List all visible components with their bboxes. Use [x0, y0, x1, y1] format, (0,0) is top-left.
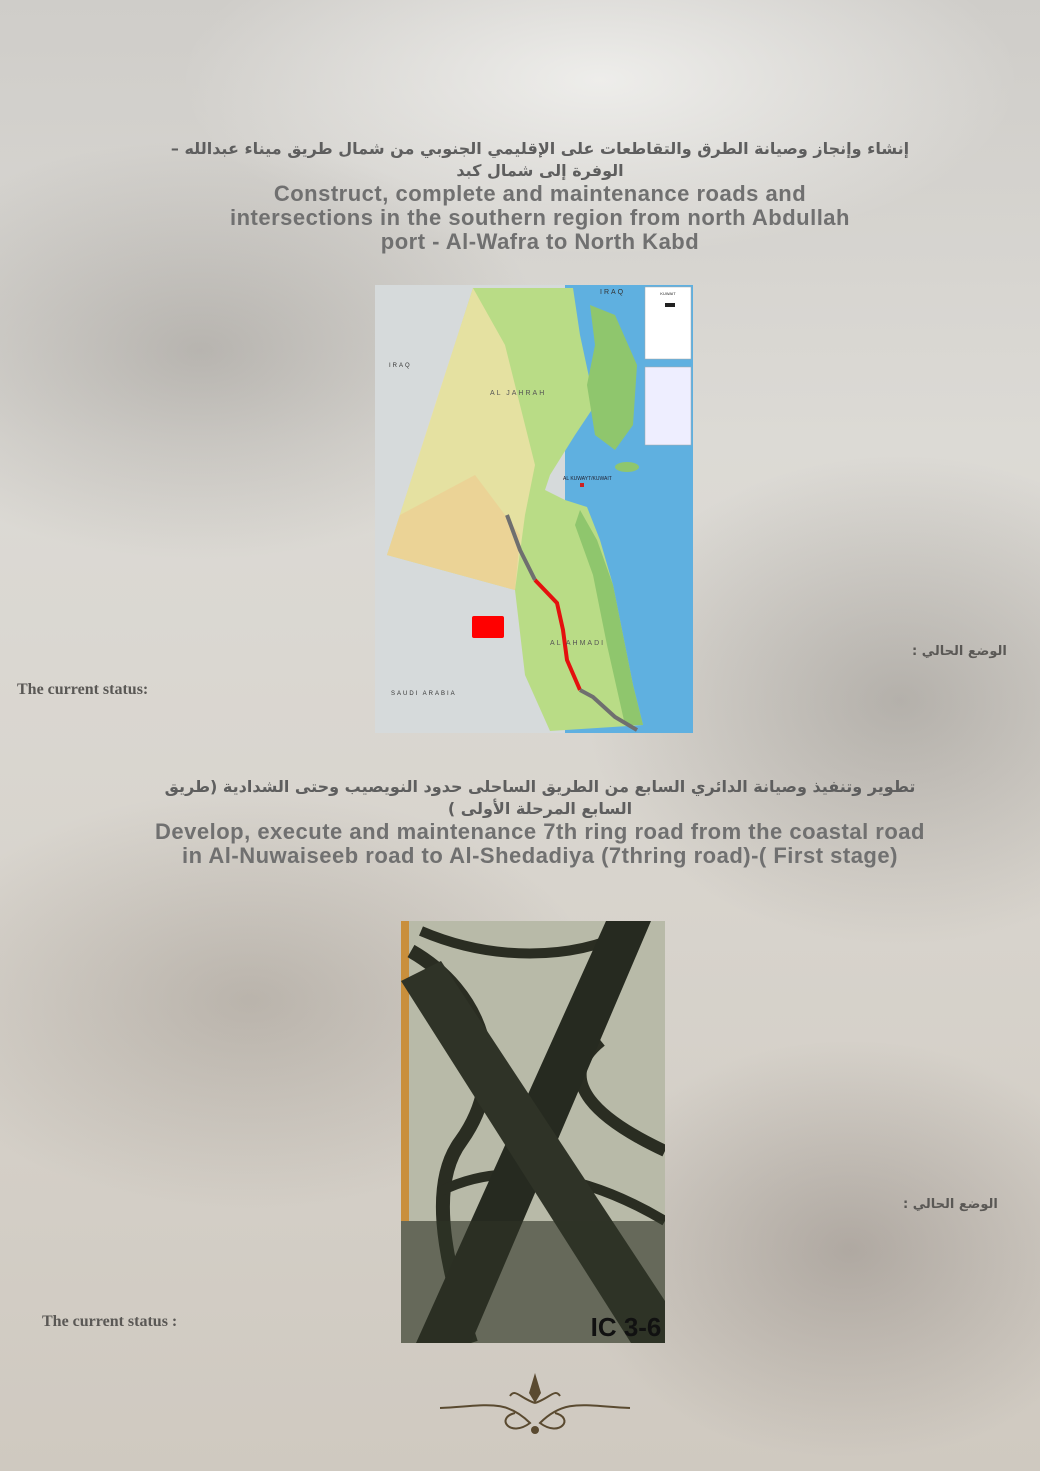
label-iraq-top: IRAQ: [600, 289, 626, 296]
failaka-island: [615, 462, 639, 472]
section1-title: [150, 138, 930, 254]
label-kuwait-city: AL KUWAYT/KUWAIT: [563, 476, 612, 482]
map-legend: [645, 287, 691, 359]
ornament-icon: [435, 1368, 635, 1443]
section2-title-ar: تطوير وتنفيذ وصيانة الدائري السابع من الطريق الساحلى حدود النويصيب وحتى الشدادية (طريق السابع المرحلة الأولى ): [164, 777, 916, 818]
legend-title: KUWAIT: [660, 291, 676, 296]
legend-scale-bar: [665, 303, 675, 307]
photo-edge: [401, 921, 409, 1221]
section2-status-en: The current status :: [42, 1313, 178, 1330]
section2-status-ar: الوضع الحالي :: [903, 1197, 998, 1212]
interchange-photo: [401, 921, 665, 1343]
section1-title-en: Construct, complete and maintenance roads and intersections in the southern region from north Abdullah port - Al-Wafra to North Kabd: [230, 181, 850, 254]
section2-title: [150, 776, 930, 868]
section1-status-en: The current status:: [17, 681, 149, 698]
map-inset: [645, 367, 691, 445]
city-marker: [580, 483, 584, 487]
red-marker: [472, 616, 504, 638]
label-saudi-arabia: SAUDI ARABIA: [391, 691, 457, 697]
section1-status-ar: الوضع الحالي :: [912, 644, 1007, 659]
label-iraq-west: IRAQ: [389, 363, 412, 369]
label-al-ahmadi: AL AHMADI: [550, 640, 606, 647]
section1-title-ar: إنشاء وإنجاز وصيانة الطرق والتقاطعات على الإقليمي الجنوبي من شمال طريق ميناء عبدالله – الوفرة إلى شمال كبد: [170, 139, 910, 180]
label-al-jahrah: AL JAHRAH: [490, 390, 547, 397]
kuwait-map: [375, 285, 693, 733]
section2-title-en: Develop, execute and maintenance 7th ring road from the coastal road in Al-Nuwaiseeb road to Al-Shedadiya (7thring road)-( First stage): [155, 819, 925, 868]
photo-label: IC 3-6: [590, 1312, 662, 1342]
